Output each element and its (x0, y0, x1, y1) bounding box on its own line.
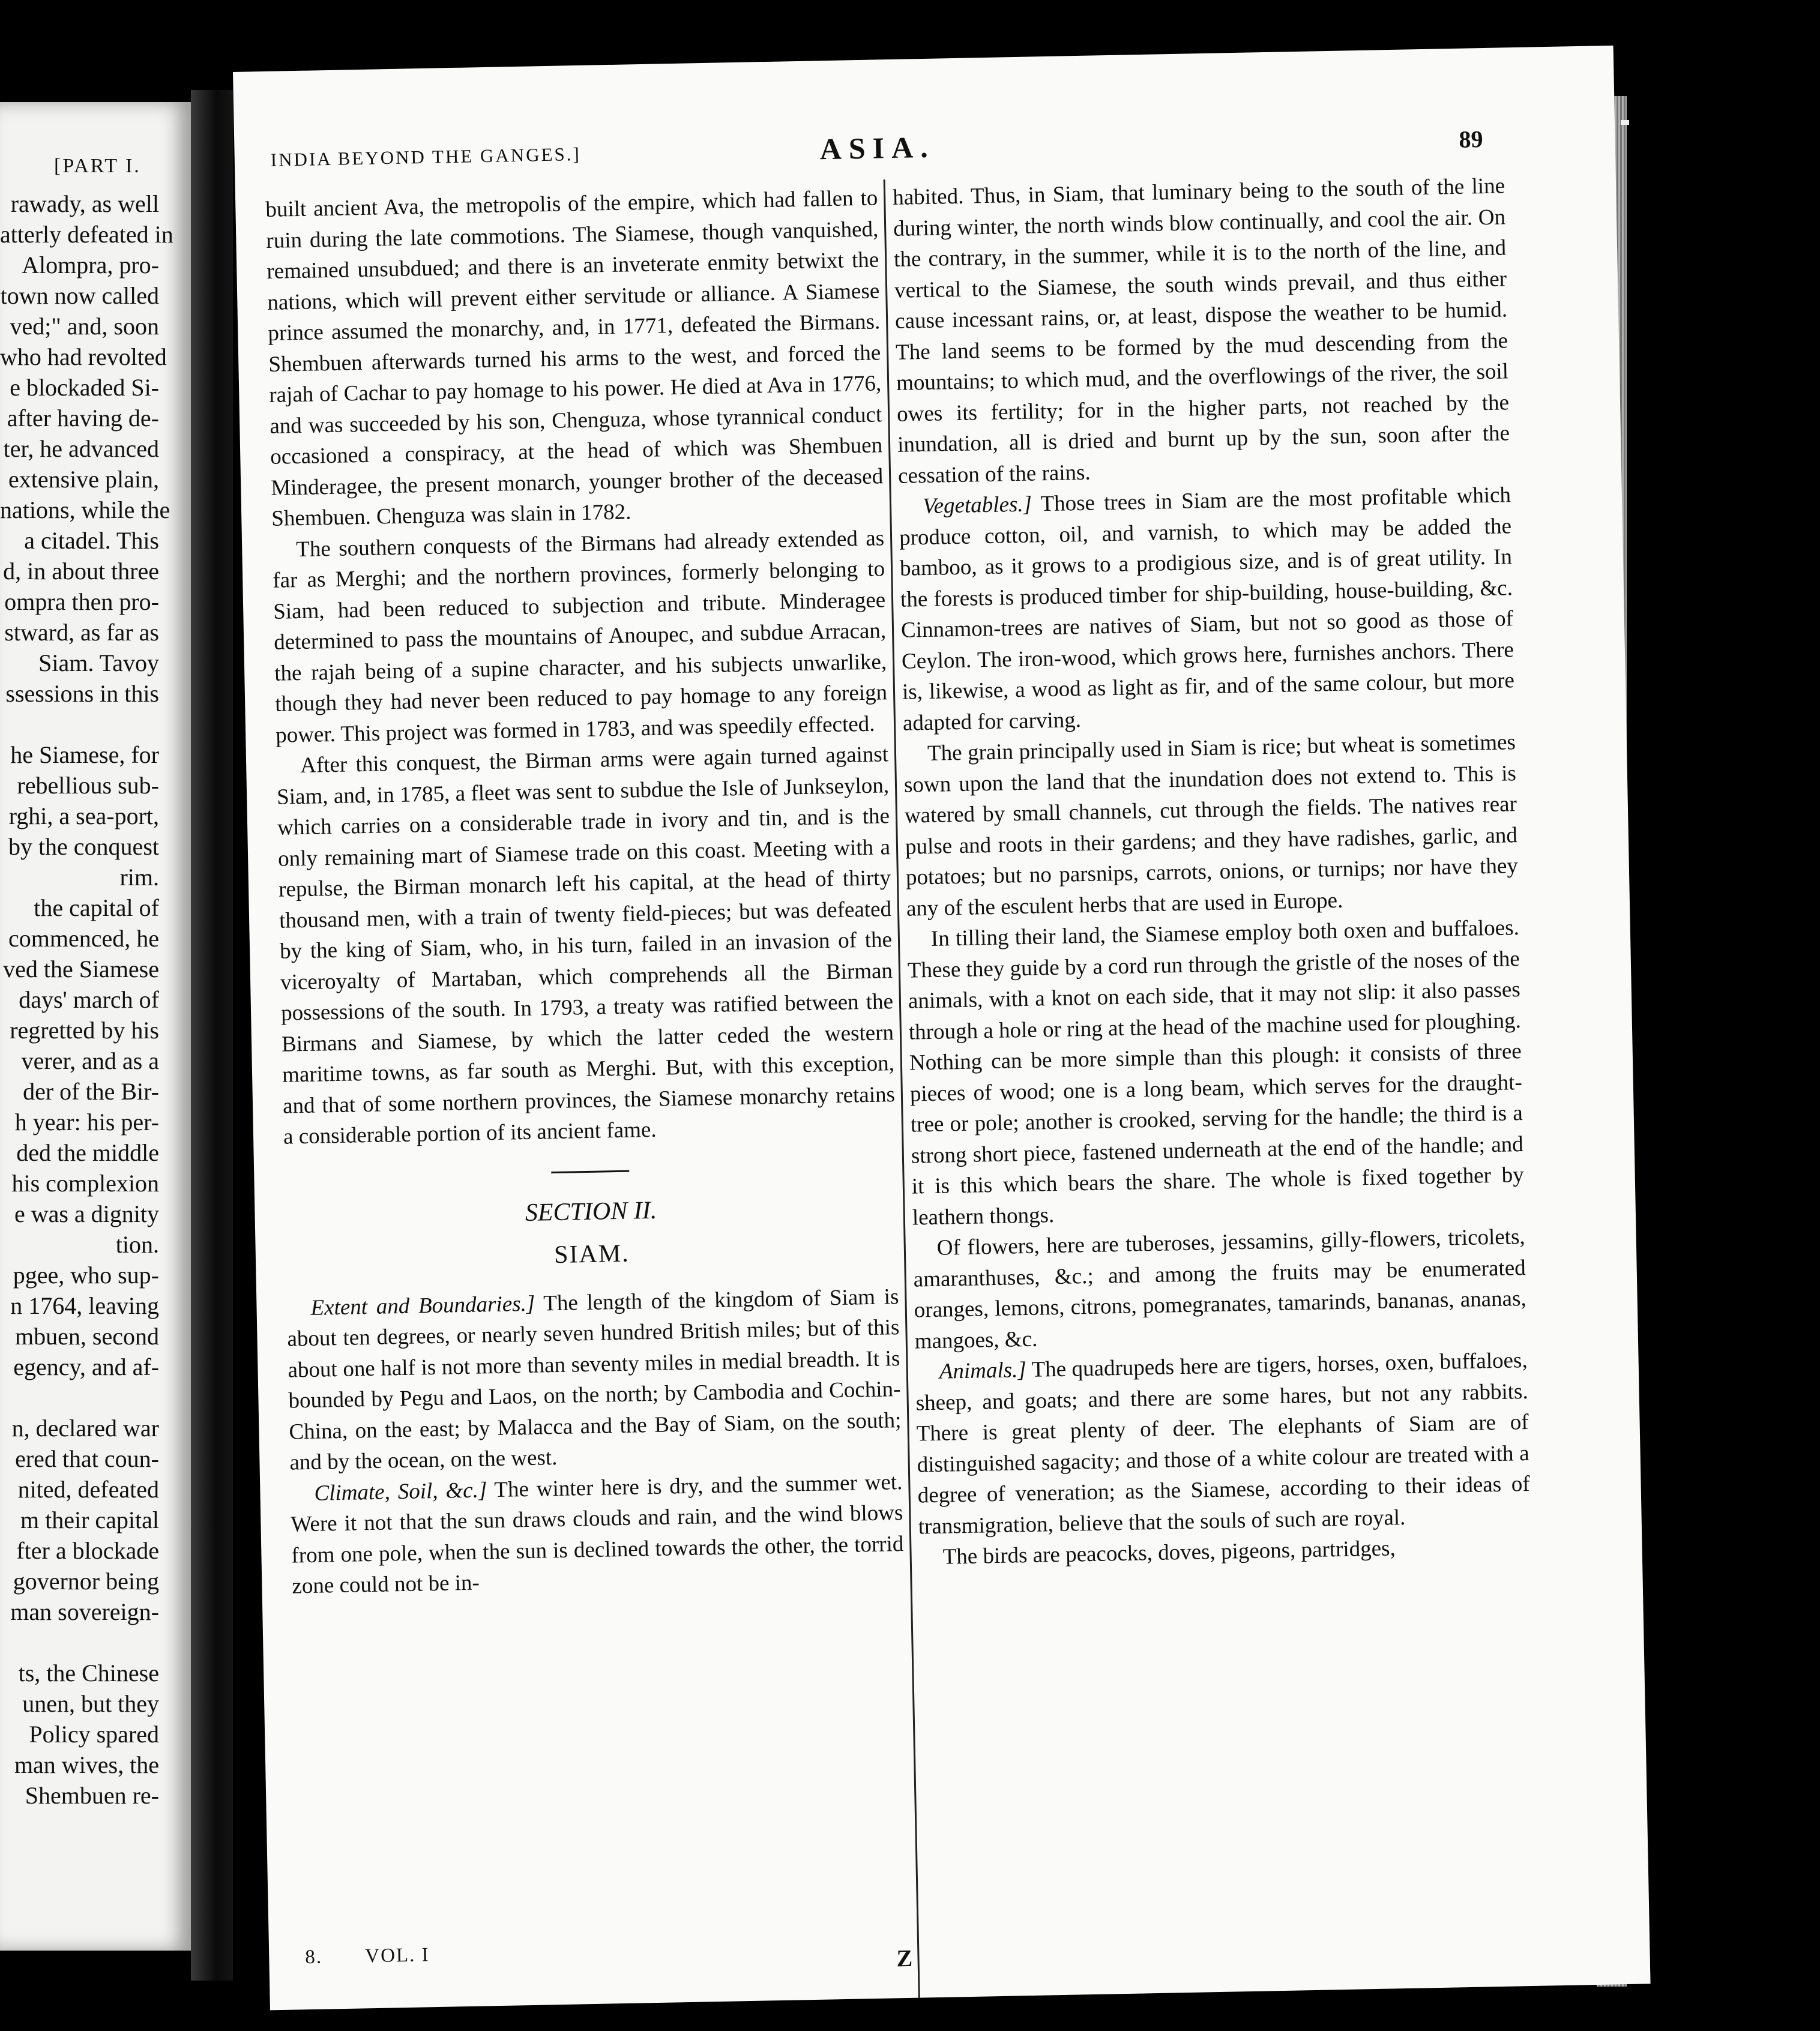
left-page-line: ved;" and, soon (10, 313, 159, 340)
left-page-line: rawady, as well (10, 190, 159, 217)
left-page-line: who had revolted (0, 343, 167, 370)
left-page-line: egency, and af- (13, 1353, 159, 1380)
left-page-line: after having de- (7, 405, 159, 432)
book-gutter (191, 90, 233, 1981)
left-page-line: e was a dignity (14, 1200, 159, 1227)
left-page-line: extensive plain, (8, 466, 159, 493)
paragraph (286, 1281, 902, 1479)
left-page-line: pgee, who sup- (13, 1262, 159, 1289)
left-page-line: commenced, he (8, 925, 159, 952)
page-title: ASIA. (819, 130, 936, 166)
paragraph: After this conquest, the Birman arms were again turned against Siam, and, in 1785, a fleet was sent to subdue the Isle of Junkseylon, which carries on a considerable trade in ivory and tin, and is the only remaining mart of Siamese trade on this coast. Meeting with a repulse, the Birman monarch left his capital, at the head of thirty thousand men, with a train of twenty field-pieces; but was defeated by the king of Siam, who, in his turn, failed in an invasion of the viceroyalty of Martaban, which comprehends all the Birman possessions of the south. In 1793, a treaty was ratified between the Birmans and Siamese, by which the latter ceded the western maritime towns, as far south as Merghi. But, with this exception, and that of some northern provinces, the Siamese monarchy retains a considerable portion of its ancient fame. (276, 742, 896, 1149)
left-page-line: der of the Bir- (23, 1078, 159, 1105)
section-title: SECTION II. (525, 1196, 657, 1227)
left-page-line: the capital of (34, 894, 159, 921)
left-page-line: nations, while the (0, 496, 170, 523)
left-page-line: rghi, a sea-port, (8, 802, 159, 829)
page-number: 89 (1459, 125, 1483, 153)
left-page-line: Policy spared (29, 1721, 159, 1748)
left-page-line: governor being (13, 1568, 159, 1595)
left-page-line: ded the middle (16, 1139, 159, 1166)
paragraph: In tilling their land, the Siamese employ both oxen and buffaloes. These they guide by a cord run through the gristle of the noses of the animals, with a knot on each side, that it may not slip: it also passes through a hole or ring at the head of the machine used for ploughing. Nothing can be more simple than this plough: it consists of three pieces of wood; one is a long beam, which serves for the draught-tree or pole; another is crooked, serving for the handle; the third is a strong short piece, fastened underneath at the end of the handle; and it is this which bears the share. The whole is fixed together by leathern thongs. (907, 915, 1525, 1230)
footer-volume: VOL. I (364, 1944, 430, 1967)
paragraph-text: The length of the kingdom of Siam is about ten degrees, or nearly seven hundred British miles; but of this about one half is not more than seventy miles in medial breadth. It is bounded by Pegu and Laos, on the north; by Cambodia and Cochin-China, on the east; by Malacca and the Bay of Siam, on the south; and by the ocean, on the west. (287, 1284, 902, 1475)
left-page-line: atterly defeated in (0, 221, 173, 248)
left-page-line: stward, as far as (4, 619, 159, 646)
sidehead: Vegetables.] (922, 492, 1032, 519)
main-page (233, 46, 1651, 2011)
left-column (265, 182, 905, 1602)
section-subtitle: SIAM. (553, 1239, 630, 1269)
left-page-line: ter, he advanced (3, 435, 159, 462)
left-page-line: rebellious sub- (17, 772, 159, 799)
paragraph (290, 1467, 905, 1602)
left-page-line: n, declared war (11, 1415, 159, 1442)
left-page-line: ved the Siamese (3, 955, 159, 982)
sidehead: Extent and Boundaries.] (310, 1291, 535, 1320)
paragraph-text: Those trees in Siam are the most profitable which produce cotton, oil, and varnish, to which may be added the bamboo, as it grows to a prodigious size, and is of great utility. In the forests is produced timber for ship-building, house-building, &c. Cinnamon-trees are natives of Siam, but not so good as those of Ceylon. The iron-wood, which grows here, furnishes anchors. There is, likewise, a wood as light as fir, and of the same colour, but more adapted for carving. (899, 483, 1515, 736)
left-page-line: Siam. Tavoy (38, 649, 159, 676)
left-page-line: man sovereign- (10, 1598, 159, 1625)
left-page-line: by the conquest (8, 833, 159, 860)
sidehead: Animals.] (939, 1358, 1027, 1384)
paragraph: habited. Thus, in Siam, that luminary being to the south of the line during winter, the north winds blow continually, and cool the air. On the contrary, in the summer, while it is to the north of the line, and vertical to the Siamese, the south winds prevail, and thus either cause incessant rains, or, at least, dispose the weather to be humid. The land seems to be formed by the mud descending from the mountains; to which mud, and the overflowings of the river, the soil owes its fertility; for in the higher parts, not reached by the inundation, all is dried and burnt up by the sun, soon after the cessation of the rains. (892, 173, 1510, 489)
left-page-line: h year: his per- (14, 1109, 159, 1136)
paragraph: built ancient Ava, the metropolis of the empire, which had fallen to ruin during the late commotions. The Siamese, though vanquished, remained unsubdued; and there is an inveterate enmity betwixt the nations, which will prevent either servitude or alliance. A Siamese prince assumed the monarchy, and, in 1771, defeated the Birmans. Shembuen afterwards turned his arms to the west, and forced the rajah of Cachar to pay homage to his power. He died at Ava in 1776, and was succeeded by his son, Chenguza, whose tyrannical conduct occasioned a conspiracy, at the head of which was Shembuen Minderagee, the present monarch, younger brother of the deceased Shembuen. Chenguza was slain in 1782. (265, 185, 884, 531)
left-page-line: ssessions in this (5, 680, 159, 707)
left-page-line: he Siamese, for (10, 741, 159, 768)
left-page-line: a citadel. This (24, 527, 159, 554)
running-head: INDIA BEYOND THE GANGES.] (270, 143, 582, 170)
left-page-line: unen, but they (22, 1690, 159, 1717)
left-page-line: his complexion (11, 1170, 159, 1197)
left-page-line: nited, defeated (17, 1476, 159, 1503)
left-page-line: ered that coun- (15, 1445, 159, 1472)
paragraph: The southern conquests of the Birmans had already extended as far as Merghi; and the northern provinces, formerly belonging to Siam, had been reduced to subjection and tribute. Minderagee determined to pass the mountains of Anoupec, and subdue Arracan, the rajah being of a supine character, and his subjects unwarlike, though they had never been reduced to pay homage to any foreign power. This project was formed in 1783, and was speedily effected. (272, 525, 888, 748)
left-page-line: tion. (115, 1231, 159, 1258)
left-page-fragment (0, 102, 191, 1951)
paragraph-text: The winter here is dry, and the summer wet. Were it not that the sun draws clouds and rain, and the wind blows from one pole, when the sun is declined towards the other, the torrid zone could not be in- (291, 1469, 904, 1599)
left-page-line: n 1764, leaving (10, 1292, 159, 1319)
left-page-line: days' march of (19, 986, 159, 1013)
left-page-line: town now called (0, 282, 159, 309)
right-column (893, 170, 1531, 1573)
scan-artifact (1621, 120, 1629, 125)
left-page-line: verer, and as a (21, 1047, 159, 1074)
footer-sheet-number: 8. (304, 1946, 323, 1969)
paragraph: Of flowers, here are tuberoses, jessamins, gilly-flowers, tricolets, amaranthuses, &c.; and among the fruits may be enumerated oranges, lemons, citrons, pomegranates, tamarinds, bananas, ananas, mangoes, &c. (913, 1224, 1527, 1354)
left-page-line: man wives, the (14, 1751, 159, 1778)
paragraph (899, 480, 1516, 739)
left-page-line: Shembuen re- (25, 1782, 159, 1809)
left-page-line: fter a blockade (16, 1537, 159, 1564)
signature-mark: Z (896, 1944, 913, 1972)
paragraph-text: The quadrupeds here are tigers, horses, oxen, buffaloes, sheep, and goats; and there are some hares, but not any rabbits. There is great plenty of deer. The elephants of Siam are of distinguished sagacity; and those of a white colour are treated with a degree of veneration; as the Siamese, according to their ideas of transmigration, believe that the souls of such are royal. (915, 1347, 1530, 1539)
left-page-line: m their capital (20, 1506, 159, 1533)
left-page-line: ompra then pro- (4, 588, 159, 615)
paragraph: The grain principally used in Siam is rice; but wheat is sometimes sown upon the land that the inundation does not extend to. This is watered by small channels, cut through the fields. The natives rear pulse and roots in their gardens; and they have radishes, garlic, and potatoes; but no parsnips, carrots, onions, or turnips; nor have they any of the esculent herbs that are used in Europe. (903, 730, 1519, 921)
left-page-line: regretted by his (10, 1017, 159, 1044)
paragraph (915, 1345, 1531, 1542)
section-rule (551, 1170, 629, 1173)
left-page-line: ts, the Chinese (18, 1659, 159, 1686)
left-page-line: Alompra, pro- (22, 251, 159, 278)
left-page-line: e blockaded Si- (10, 374, 159, 401)
left-page-line: mbuen, second (15, 1323, 159, 1350)
left-page-line: rim. (119, 864, 159, 891)
left-running-head: [PART I. (54, 155, 141, 177)
left-page-line: d, in about three (3, 558, 159, 585)
paragraph: The birds are peacocks, doves, pigeons, partridges, (942, 1536, 1396, 1569)
sidehead: Climate, Soil, &c.] (314, 1477, 487, 1506)
